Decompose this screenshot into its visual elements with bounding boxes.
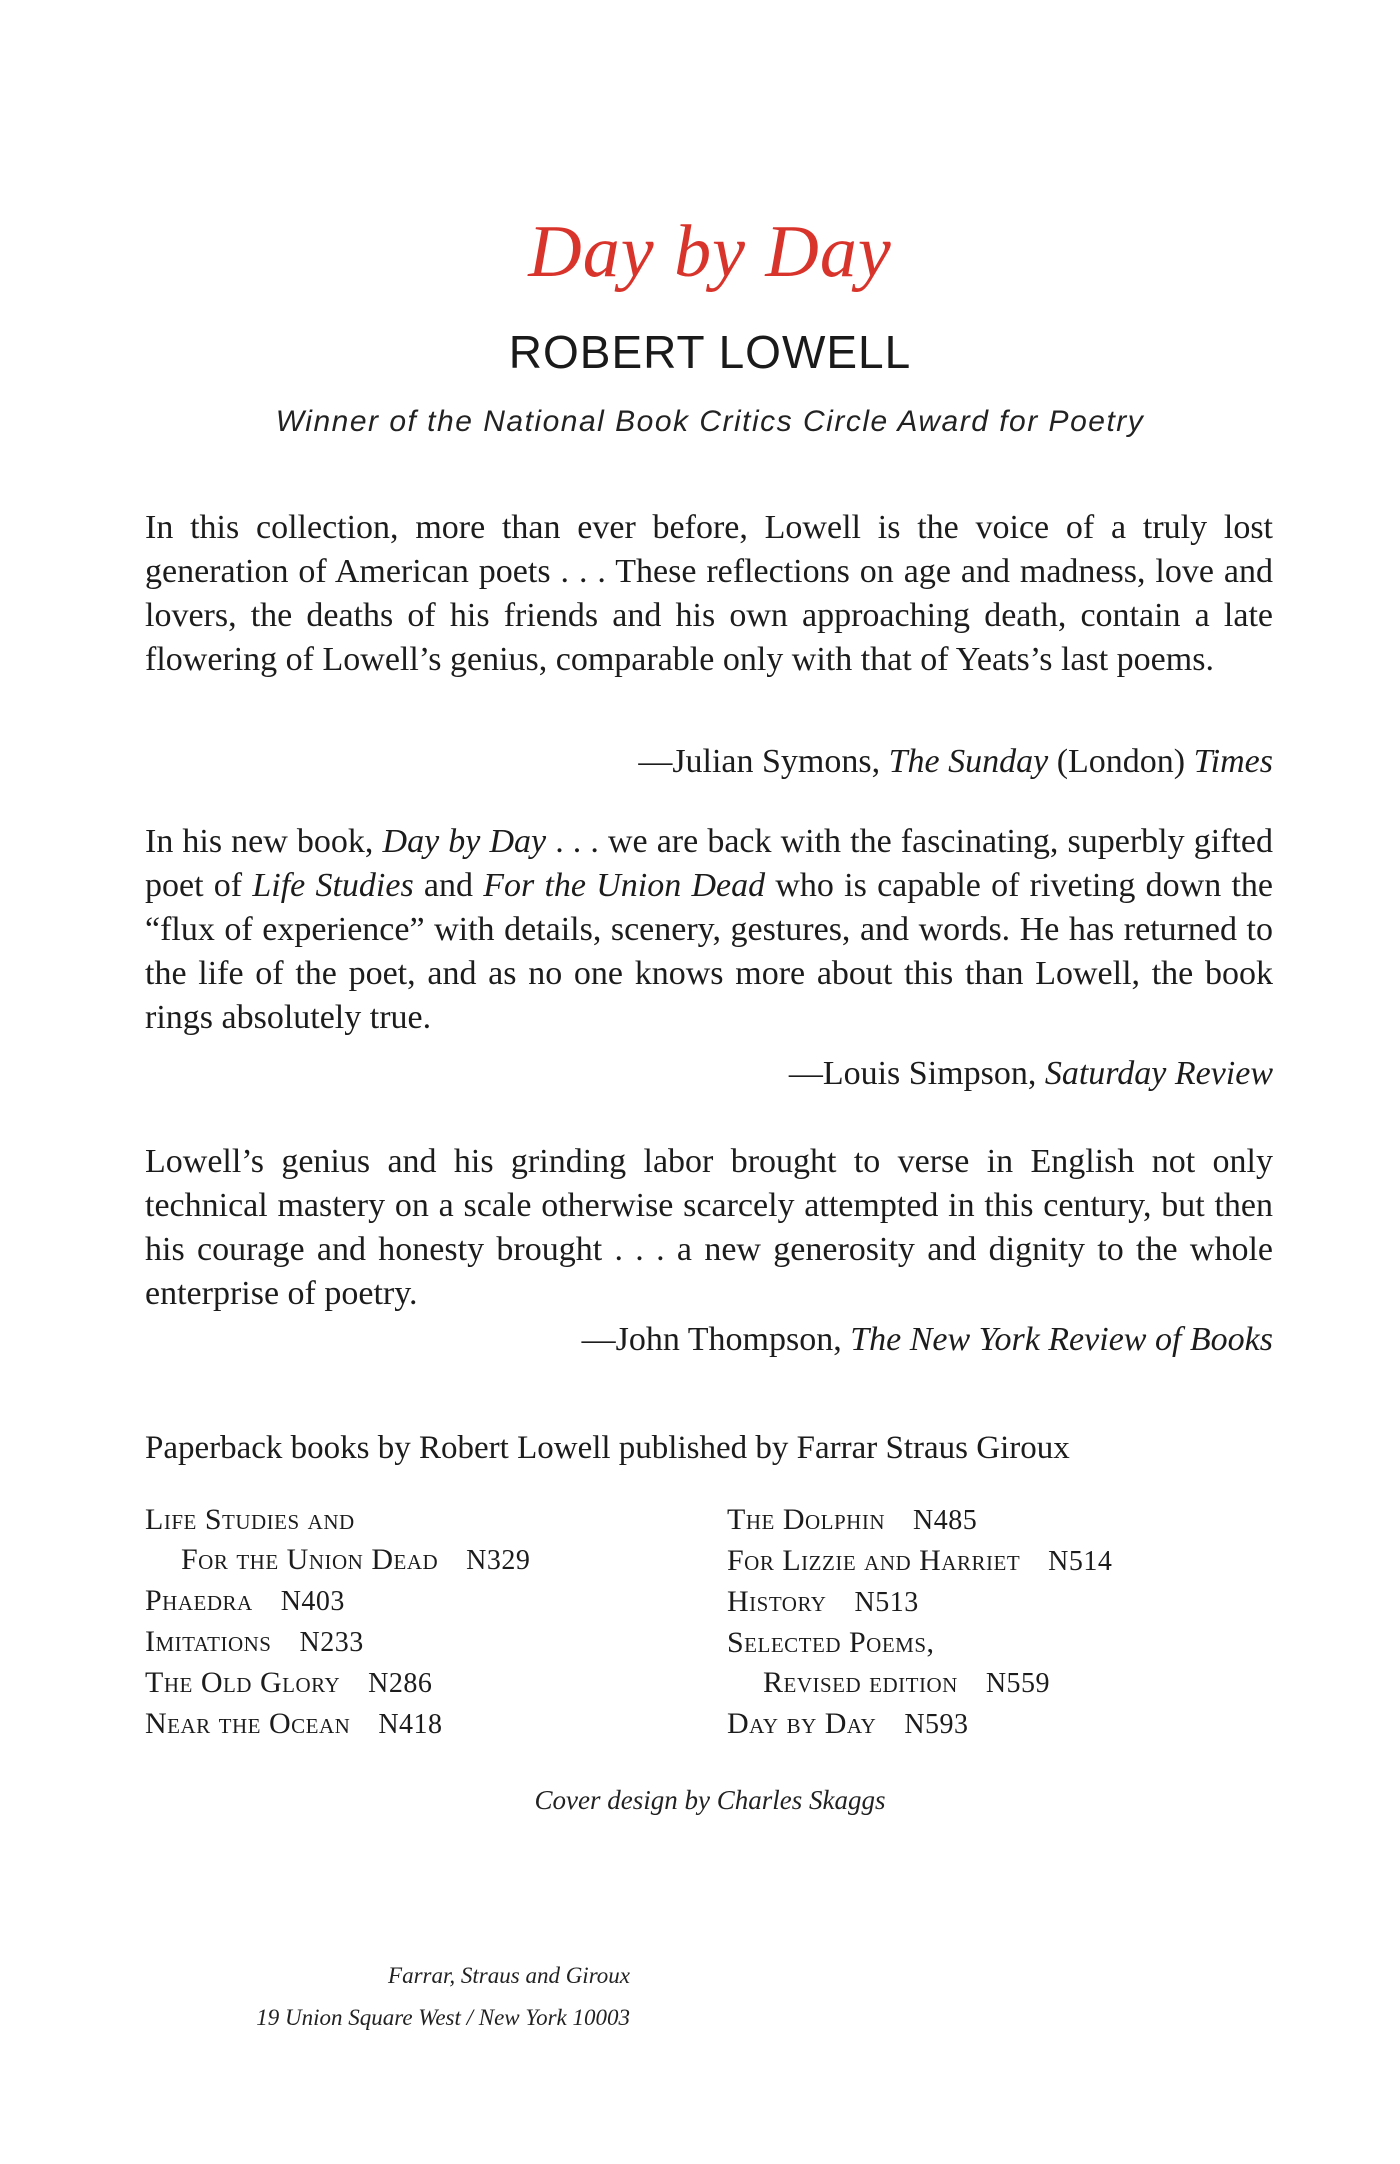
review-quote-1: In this collection, more than ever before, Lowell is the voice of a truly lost generation of American poets . . . These reflections on age and madness, love and lovers, the deaths of his friends and his own approaching death, contain a late flowering of Lowell’s genius, comparable only with that of Yeats’s last poems.: [145, 509, 1273, 678]
review-attribution-1: [638, 740, 1273, 784]
book-number: N559: [985, 1668, 1051, 1699]
review-quote-2: [145, 820, 1273, 1040]
book-title: Revised edition: [763, 1666, 958, 1699]
attribution-source: The New York Review of Books: [850, 1321, 1273, 1358]
attribution-source: Saturday Review: [1044, 1055, 1273, 1092]
book-entry: [145, 1581, 530, 1622]
publisher-address: 19 Union Square West / New York 10003: [256, 2005, 630, 2030]
book-number: N233: [299, 1627, 364, 1658]
book-title: Imitations: [145, 1625, 272, 1658]
book-number: N593: [904, 1709, 969, 1740]
book-title: The Dolphin: [727, 1503, 885, 1536]
attribution-source-2: Times: [1193, 743, 1273, 780]
attribution-name: —John Thompson,: [581, 1321, 851, 1358]
book-number: N513: [854, 1587, 919, 1618]
book-entry: [145, 1704, 530, 1745]
attribution-name: —Julian Symons,: [638, 743, 889, 780]
book-title: Day by Day: [528, 211, 892, 293]
review-attribution-2: [789, 1052, 1273, 1096]
paperback-list-heading: Paperback books by Robert Lowell published by Farrar Straus Giroux: [145, 1430, 1070, 1466]
quote-book-title: Life Studies: [252, 867, 414, 904]
book-list-right: [727, 1500, 1112, 1745]
book-list-left: [145, 1500, 530, 1745]
book-number: N418: [378, 1709, 443, 1740]
book-entry: [727, 1541, 1112, 1582]
publisher-block: [150, 1955, 630, 2039]
review-quote-3: Lowell’s genius and his grinding labor brought to verse in English not only technical mastery on a scale otherwise scarcely attempted in this century, but then his courage and honesty brought . . . a new generosity and dignity to the whole enterprise of poetry.: [145, 1143, 1273, 1312]
attribution-middle: (London): [1048, 743, 1194, 780]
author-name: ROBERT LOWELL: [508, 326, 912, 378]
book-number: N514: [1048, 1546, 1113, 1577]
quote-text: In his new book,: [145, 823, 383, 860]
quote-text: . . . we are back with the fascinating, superbly gifted poet of: [145, 823, 1274, 904]
quote-book-title: For the Union Dead: [483, 867, 766, 904]
quote-book-title: Day by Day: [382, 823, 547, 860]
book-title: Life Studies and: [145, 1503, 355, 1536]
book-title: For the Union Dead: [181, 1543, 439, 1576]
book-number: N329: [466, 1545, 531, 1576]
book-title: The Old Glory: [145, 1666, 341, 1699]
book-entry: [727, 1500, 1112, 1541]
book-entry: [727, 1582, 1112, 1623]
book-title: Day by Day: [727, 1707, 877, 1740]
book-number: N286: [368, 1668, 433, 1699]
book-title: Selected Poems,: [727, 1626, 935, 1659]
book-entry: [145, 1622, 530, 1663]
book-entry: [727, 1704, 1112, 1745]
book-title: Phaedra: [145, 1584, 253, 1617]
publisher-name: Farrar, Straus and Giroux: [388, 1963, 630, 1988]
cover-design-credit: Cover design by Charles Skaggs: [534, 1785, 886, 1815]
book-entry: [727, 1623, 1112, 1663]
book-number: N485: [912, 1505, 978, 1536]
attribution-source: The Sunday: [888, 743, 1049, 780]
book-title: History: [727, 1585, 827, 1618]
book-number: N403: [280, 1586, 345, 1617]
review-attribution-3: [582, 1318, 1273, 1362]
book-title: Near the Ocean: [145, 1707, 351, 1740]
book-entry: [727, 1663, 1112, 1704]
book-entry: [145, 1540, 530, 1581]
attribution-name: —Louis Simpson,: [788, 1055, 1045, 1092]
book-title: For Lizzie and Harriet: [727, 1544, 1021, 1577]
book-entry: [145, 1500, 530, 1540]
award-line: Winner of the National Book Critics Circle Award for Poetry: [275, 405, 1145, 438]
book-entry: [145, 1663, 530, 1704]
quote-text: and: [413, 867, 484, 904]
quote-text: who is capable of riveting down the “flux of experience” with details, scenery, gestures, and words. He has returned to the life of the poet, and as no one knows more about this than Lowell, the book rings absolutely true.: [145, 867, 1273, 1036]
